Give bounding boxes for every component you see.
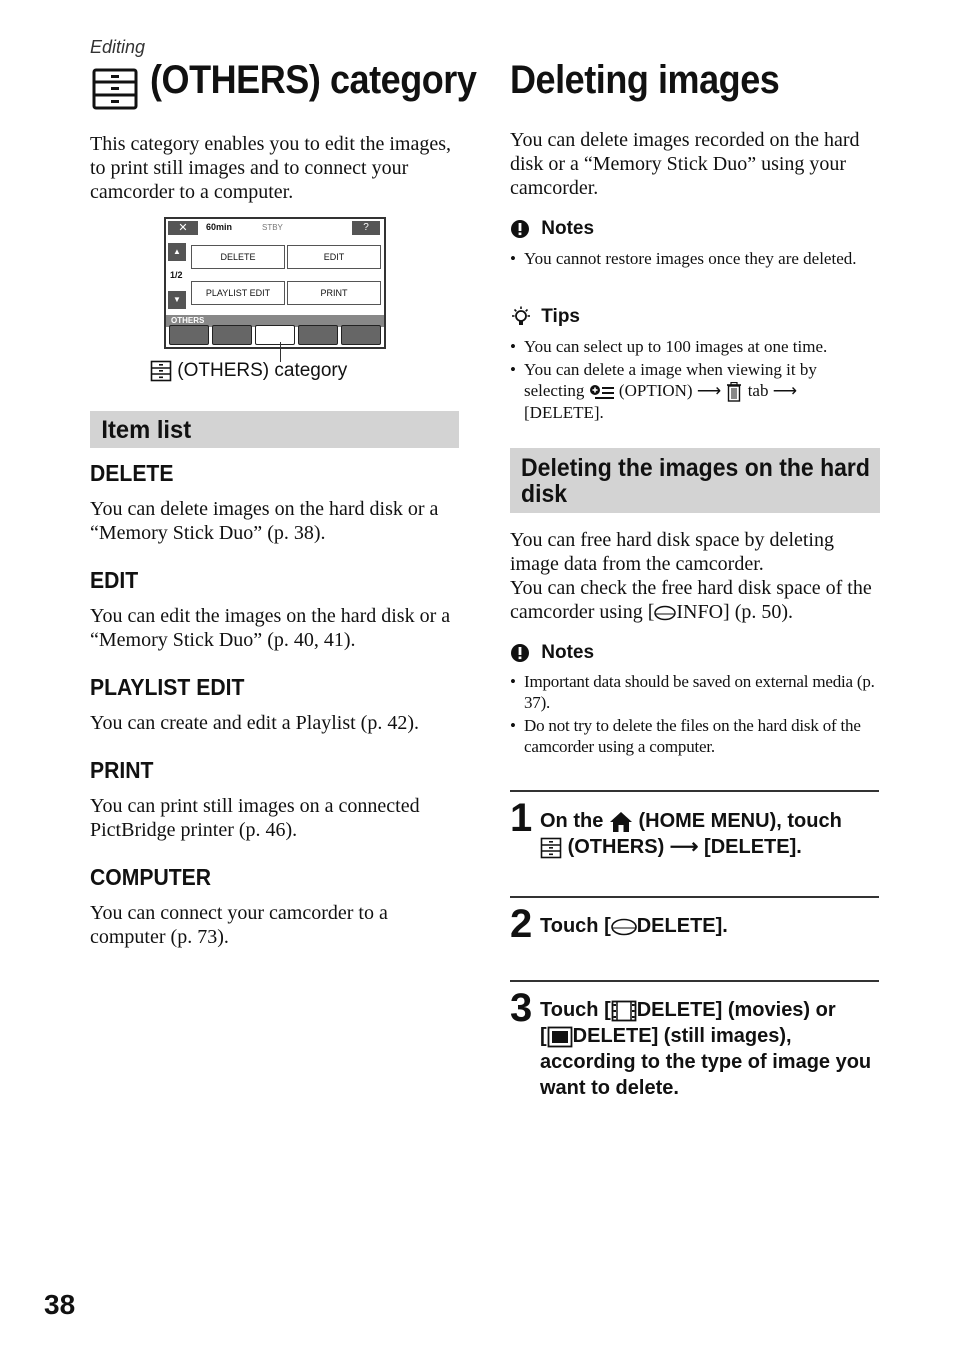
item-delete (90, 460, 462, 545)
tip-text: [DELETE]. (524, 403, 604, 423)
item-print (90, 757, 462, 842)
hdd-icon (611, 918, 637, 936)
tip-text: You can delete a image when viewing it by selecting (524, 360, 817, 401)
step-text: [DELETE]. (704, 836, 802, 858)
step-number: 1 (510, 796, 533, 840)
home-icon (609, 811, 633, 833)
item-text: You can print still images on a connected PictBridge printer (p. 46). (90, 795, 420, 841)
close-button[interactable]: ✕ (168, 221, 198, 235)
tab-manage-media-icon[interactable] (298, 325, 338, 345)
right-intro: You can delete images recorded on the hard disk or a “Memory Stick Duo” using your camcorder. (510, 129, 860, 199)
notes-list (510, 671, 882, 757)
step-2-text (540, 913, 880, 939)
notes-block-1 (510, 218, 880, 271)
film-icon (611, 1000, 637, 1022)
lcd-playlist-edit-button[interactable]: PLAYLIST EDIT (191, 281, 285, 305)
item-playlist-edit (90, 674, 462, 735)
delete-hard-disk-title: Deleting the images on the hard disk (521, 454, 870, 508)
battery-indicator: 60min (206, 222, 233, 232)
step-text: DELETE]. (636, 915, 728, 937)
step-1-text (540, 808, 880, 860)
hard-disk-paragraph (510, 528, 882, 624)
tips-list (510, 336, 880, 423)
item-text: You can edit the images on the hard disk or a “Memory Stick Duo” (p. 40, 41). (90, 605, 451, 651)
delete-hard-disk-band (510, 448, 880, 513)
others-category-icon (92, 68, 138, 110)
item-list-band (90, 411, 459, 448)
note-item: • You cannot restore images once they are deleted. (510, 248, 880, 269)
lcd-delete-button[interactable]: DELETE (191, 245, 285, 269)
status-text: STBY (262, 223, 283, 232)
callout-line (280, 342, 281, 362)
step-text: (HOME MENU), touch (638, 810, 842, 832)
option-icon (589, 383, 615, 401)
tip-text: tab (747, 381, 769, 401)
step-text: DELETE] (movies) or (636, 999, 836, 1021)
notes-label: Notes (541, 642, 595, 663)
tip-item: • You can select up to 100 images at one time. (510, 336, 880, 357)
step-number: 2 (510, 902, 533, 946)
step-text: Touch [ (540, 915, 611, 937)
tab-camera-icon[interactable] (169, 325, 209, 345)
notes-heading (510, 642, 882, 664)
item-computer (90, 864, 462, 949)
step-text: (OTHERS) (567, 836, 665, 858)
item-heading: COMPUTER (90, 864, 212, 890)
others-title-row (90, 58, 477, 114)
scroll-down-icon[interactable]: ▼ (168, 291, 186, 309)
notes-heading (510, 218, 880, 240)
left-intro: This category enables you to edit the images, to print still images and to connect your camcorder to a computer. (90, 133, 452, 203)
item-heading: PLAYLIST EDIT (90, 674, 245, 700)
step-divider (510, 790, 879, 792)
tips-block (510, 306, 880, 425)
lcd-screen (164, 217, 386, 349)
item-heading: DELETE (90, 460, 174, 486)
tip-item (510, 359, 880, 423)
others-small-icon (150, 360, 172, 382)
step-number: 3 (510, 986, 533, 1030)
page-number: 38 (44, 1289, 76, 1320)
tip-text: (OPTION) (618, 381, 693, 401)
scroll-up-icon[interactable]: ▲ (168, 243, 186, 261)
tips-label: Tips (541, 306, 580, 328)
item-heading: EDIT (90, 567, 139, 593)
others-small-icon (540, 837, 562, 859)
item-list-title: Item list (101, 416, 192, 444)
still-image-icon (547, 1026, 573, 1048)
notes-icon (510, 219, 530, 239)
trash-icon (725, 382, 743, 402)
note-item: • Do not try to delete the files on the hard disk of the camcorder using a computer. (510, 715, 882, 757)
item-text: You can connect your camcorder to a computer (p. 73). (90, 902, 388, 948)
caption-text: (OTHERS) category (177, 360, 348, 382)
item-text: You can delete images on the hard disk or a “Memory Stick Duo” (p. 38). (90, 498, 439, 544)
item-text: You can create and edit a Playlist (p. 42). (90, 712, 419, 734)
item-edit (90, 567, 462, 652)
note-item: • Important data should be saved on external media (p. 37). (510, 671, 882, 713)
item-list (90, 460, 462, 949)
step-3-text (540, 997, 880, 1101)
tab-settings-icon[interactable] (341, 325, 381, 345)
tips-heading (510, 306, 880, 328)
hdd-icon (654, 605, 676, 621)
item-heading: PRINT (90, 757, 154, 783)
tips-lightbulb-icon (510, 306, 532, 328)
arrow-icon: ⟶ (696, 381, 722, 401)
page-indicator: 1/2 (170, 270, 183, 280)
left-title: (OTHERS) category (150, 58, 477, 102)
section-header: Editing (90, 37, 146, 57)
step-text: [ (540, 1025, 547, 1047)
category-label: OTHERS (171, 316, 205, 325)
arrow-icon: ⟶ (669, 836, 699, 858)
paragraph-text: INFO] (p. 50). (676, 601, 794, 623)
step-text: On the (540, 810, 604, 832)
notes-label: Notes (541, 218, 595, 239)
paragraph-line: You can free hard disk space by deleting image data from the camcorder. (510, 529, 834, 575)
help-button[interactable]: ? (352, 221, 380, 235)
lcd-print-button[interactable]: PRINT (287, 281, 381, 305)
step-text: Touch [ (540, 999, 611, 1021)
screen-caption (150, 360, 347, 382)
tab-playback-icon[interactable] (212, 325, 252, 345)
step-text: DELETE] (still images), according to the type of image you want to delete. (540, 1025, 872, 1099)
right-title: Deleting images (510, 58, 780, 102)
lcd-edit-button[interactable]: EDIT (287, 245, 381, 269)
step-divider (510, 896, 879, 898)
paragraph-line (510, 576, 882, 624)
tab-others-icon[interactable] (255, 325, 295, 345)
left-column (90, 58, 477, 204)
notes-icon (510, 643, 530, 663)
notes-block-2 (510, 642, 882, 759)
paragraph-text: You can check the free hard disk space of the camcorder using [ (510, 577, 872, 623)
step-divider (510, 980, 879, 982)
arrow-icon: ⟶ (772, 381, 798, 401)
notes-list (510, 248, 880, 269)
